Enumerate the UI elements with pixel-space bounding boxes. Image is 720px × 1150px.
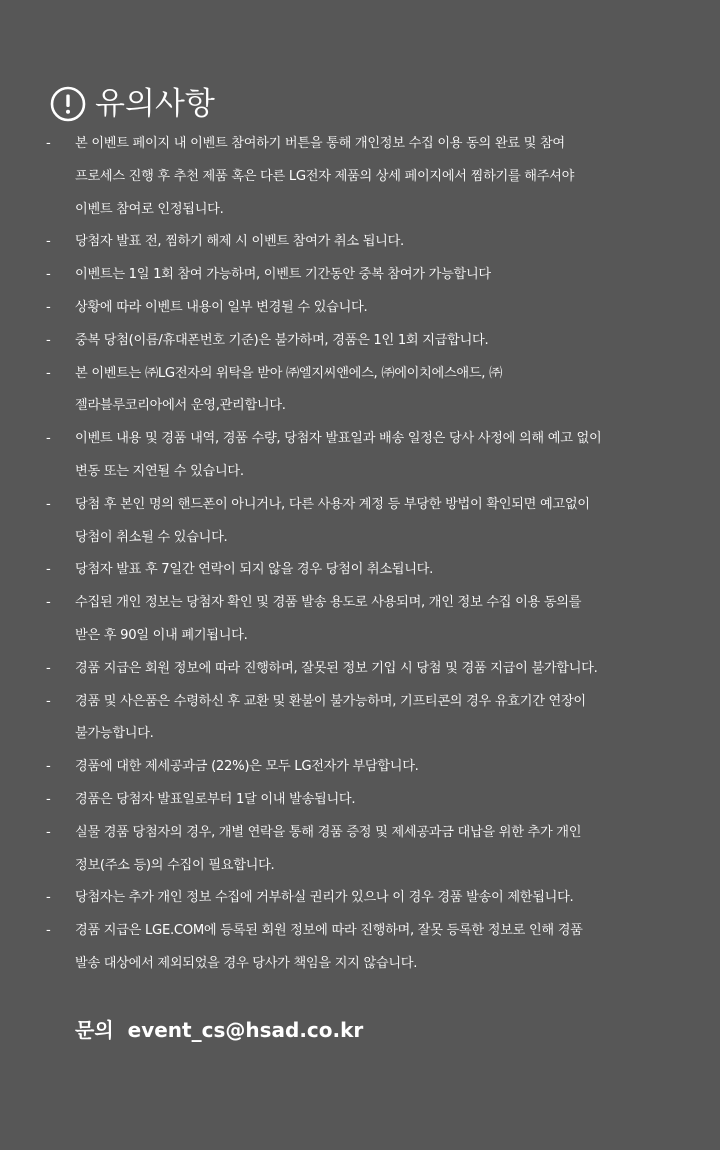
bullet-dash: - [46, 923, 51, 939]
notice-text: 본 이벤트는 ㈜LG전자의 위탁을 받아 ㈜엘지씨앤에스, ㈜에이치에스애드, ㈜ 젤라블루코리아에서 운영,관리합니다. [75, 365, 502, 414]
notice-text: 경품 지급은 회원 정보에 따라 진행하며, 잘못된 정보 기입 시 당첨 및 경품 지급이 불가합니다. [75, 660, 598, 676]
notice-text: 당첨자는 추가 개인 정보 수집에 거부하실 권리가 있으나 이 경우 경품 발송이 제한됩니다. [75, 890, 574, 906]
notice-text: 실물 경품 당첨자의 경우, 개별 연락을 통해 경품 증정 및 제세공과금 대납을 위한 추가 개인 정보(주소 등)의 수집이 필요합니다. [75, 824, 582, 873]
notice-text: 상황에 따라 이벤트 내용이 일부 변경될 수 있습니다. [75, 299, 368, 315]
bullet-dash: - [46, 693, 51, 709]
bullet-dash: - [46, 562, 51, 578]
bullet-dash: - [46, 234, 51, 250]
notice-item [46, 226, 676, 259]
bullet-dash: - [46, 759, 51, 775]
notice-text: 본 이벤트 페이지 내 이벤트 참여하기 버튼을 통해 개인정보 수집 이용 동의 완료 및 참여 프로세스 진행 후 추천 제품 혹은 다른 LG전자 제품의 상세 페이지에서 찜하기를 해주셔야 이벤트 참여로 인정됩니다. [75, 136, 575, 217]
notice-item [46, 128, 676, 226]
bullet-dash: - [46, 660, 51, 676]
notice-item [46, 751, 676, 784]
notice-item [46, 915, 676, 981]
bullet-dash: - [46, 332, 51, 348]
bullet-dash: - [46, 267, 51, 283]
bullet-dash: - [46, 299, 51, 315]
notice-item [46, 686, 676, 752]
notice-item [46, 358, 676, 424]
notice-list [46, 128, 676, 981]
notice-text: 경품 및 사은품은 수령하신 후 교환 및 환불이 불가능하며, 기프티콘의 경우 유효기간 연장이 불가능합니다. [75, 693, 586, 742]
contact-info [75, 1012, 363, 1048]
bullet-dash: - [46, 365, 51, 381]
page-title: 유의사항 [95, 85, 215, 122]
notice-item [46, 882, 676, 915]
notice-text: 이벤트 내용 및 경품 내역, 경품 수량, 당첨자 발표일과 배송 일정은 당사 사정에 의해 예고 없이 변동 또는 지연될 수 있습니다. [75, 431, 602, 479]
notice-text: 중복 당첨(이름/휴대폰번호 기준)은 불가하며, 경품은 1인 1회 지급합니다. [75, 332, 489, 348]
bullet-dash: - [46, 791, 51, 807]
bullet-dash: - [46, 890, 51, 906]
notice-text: 당첨자 발표 후 7일간 연락이 되지 않을 경우 당첨이 취소됩니다. [75, 562, 433, 578]
notice-text: 당첨 후 본인 명의 핸드폰이 아니거나, 다른 사용자 계정 등 부당한 방법이 확인되면 예고없이 당첨이 취소될 수 있습니다. [75, 496, 590, 545]
notice-item [46, 587, 676, 653]
notice-text: 경품에 대한 제세공과금 (22%)은 모두 LG전자가 부담합니다. [75, 759, 419, 775]
notice-item [46, 489, 676, 555]
bullet-dash: - [46, 595, 51, 611]
notice-item [46, 325, 676, 358]
bullet-dash: - [46, 824, 51, 840]
contact-label: 문의 [75, 1018, 114, 1042]
contact-email[interactable]: event_cs@hsad.co.kr [127, 1018, 364, 1042]
notice-item [46, 653, 676, 686]
notice-item [46, 817, 676, 883]
bullet-dash: - [46, 496, 51, 512]
notice-text: 수집된 개인 정보는 당첨자 확인 및 경품 발송 용도로 사용되며, 개인 정보 수집 이용 동의를 받은 후 90일 이내 폐기됩니다. [75, 595, 582, 643]
bullet-dash: - [46, 431, 51, 447]
notice-item [46, 259, 676, 292]
notice-item [46, 292, 676, 325]
bullet-dash: - [46, 136, 51, 151]
notice-item [46, 423, 676, 489]
notice-text: 당첨자 발표 전, 찜하기 해제 시 이벤트 참여가 취소 됩니다. [75, 234, 404, 250]
notice-item [46, 784, 676, 817]
notice-text: 경품 지급은 LGE.COM에 등록된 회원 정보에 따라 진행하며, 잘못 등록한 정보로 인해 경품 발송 대상에서 제외되었을 경우 당사가 책임을 지지 않습니다. [75, 923, 583, 971]
notice-item [46, 554, 676, 587]
notice-text: 경품은 당첨자 발표일로부터 1달 이내 발송됩니다. [75, 791, 356, 807]
notice-text: 이벤트는 1일 1회 참여 가능하며, 이벤트 기간동안 중복 참여가 가능합니다 [75, 267, 491, 283]
exclamation-circle-icon [50, 86, 86, 122]
